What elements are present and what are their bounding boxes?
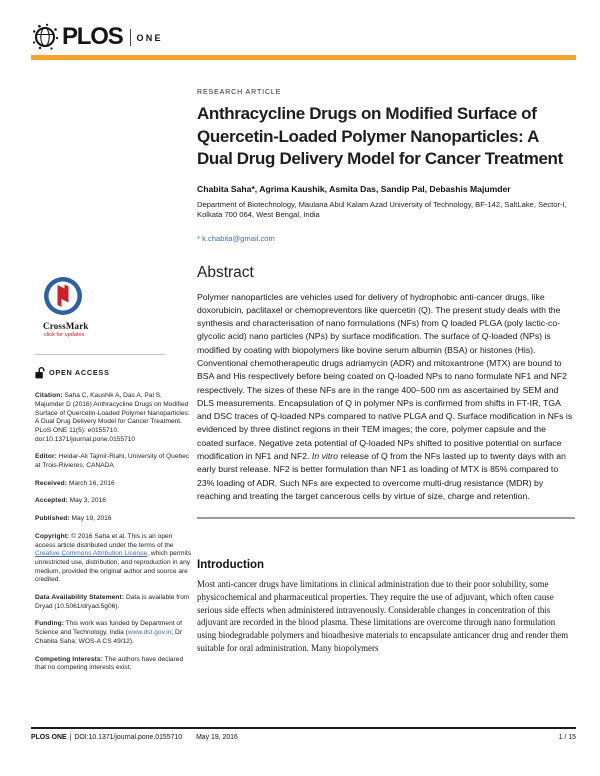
article-main-column bbox=[197, 89, 576, 654]
plos-masthead bbox=[31, 23, 163, 51]
editor-text: Heidar-Ali Tajmir-Riahi, University of Quebec at Trois-Rivieres, CANADA bbox=[35, 453, 190, 470]
copyright-text-pre: © 2016 Saha et al. This is an open access article distributed under the terms of the bbox=[35, 532, 174, 549]
journal-name: ONE bbox=[136, 33, 163, 43]
introduction-paragraph: Most anti-cancer drugs have limitations in clinical administration due to their poor solubility, some physicochemical and pharmaceutical properties. They require the use of adjuvant, which often cause serious side effects when administered intravenously. Considerable changes in concentration of this adjuvant are recorded in the blood plasma. These limitations are overcome through nano formulation using biodegradable polymers and bioadhesive materials to encapsulate anticancer drug and render them suitable for oral administration. Many biopolymers bbox=[197, 579, 569, 653]
author-list: Chabita Saha*, Agrima Kaushik, Asmita Das, Sandip Pal, Debashis Majumder bbox=[197, 183, 511, 194]
page-footer bbox=[31, 734, 576, 741]
competing-interests-block bbox=[35, 656, 192, 673]
abstract-divider bbox=[197, 517, 575, 519]
page-number: 1 / 15 bbox=[558, 734, 576, 741]
data-availability-block bbox=[35, 594, 192, 611]
copyright-text-post: , which permits unrestricted use, distribution, and reproduction in any medium, provided the original author and source are credited. bbox=[35, 550, 192, 584]
funding-text-post: ; Dr Chabita Saha; WOS-A CS 49/12). bbox=[35, 629, 182, 645]
abstract-text-2: release of Q from the NFs lasted up to twenty days with an early burst release. NF2 is better formulation than NF1 as loading of MTX is 85% compared to 23% loading of ADR. Such NFs are expected to overcome multi-drug resistance (MDR) by reaching and treating the target cancerous cells by virtue of size, charge and retention. bbox=[197, 451, 566, 501]
accepted-block bbox=[35, 497, 192, 506]
plos-globe-icon bbox=[31, 23, 59, 51]
introduction-heading: Introduction bbox=[197, 559, 265, 572]
published-date: May 19, 2016 bbox=[71, 515, 112, 523]
footer-date: May 19, 2016 bbox=[196, 734, 238, 741]
copyright-block bbox=[35, 533, 192, 585]
citation-text: Saha C, Kaushik A, Das A, Pal S, Majumder D (2016) Anthracycline Drugs on Modified Surface of Quercetin-Loaded Polymer Nanoparticles: A Dual Drug Delivery Model for Cancer Treatment. PLoS ONE 11(5): e0155710. doi:10.1371/journal.pone.0155710 bbox=[35, 392, 190, 443]
competing-interests-text: The authors have declared that no competing interests exist. bbox=[35, 655, 184, 672]
funding-label: Funding: bbox=[35, 620, 64, 628]
cc-license-link[interactable]: Creative Commons Attribution License bbox=[35, 550, 148, 558]
masthead-divider bbox=[130, 29, 131, 46]
abstract-text-1: Polymer nanoparticles are vehicles used for delivery of hydrophobic anti-cancer drugs, like doxorubicin, paclitaxel or chemopreventors like quercetin (Q). The present study deals with the synthesis and characterisation of nano formulations (NFs) from Q loaded PLGA (poly lactic-co-glycolic acid) nano particles (NPs) by surface modification. The surface of Q-loaded (NPs) is modified by coating with biopolymers like bovine serum albumin (BSA) or histones (His). Conventional chemotherapeutic drugs adriamycin (ADR) and mitoxantrone (MTX) are bound to BSA and His respectively before being coated on Q-loaded NPs to nano formulate NF1 and NF2 respectively. The sizes of these NFs are in the range 400–500 nm as ascertained by SEM and DLS measurements. Encapsulation of Q in polymer NPs is confirmed from shifts in FT-IR, TGA and DSC traces of Q-loaded NPs compared to native PLGA and Q. Surface modification in NFs is evidenced by three distinct regions in their TEM images; the core, polymer capsule and the coated surface. Negative zeta potential of Q-loaded NPs shifted to positive potential on surface modification in NF1 and NF2. bbox=[197, 291, 573, 462]
received-label: Received: bbox=[35, 479, 68, 487]
published-label: Published: bbox=[35, 515, 70, 523]
copyright-label: Copyright: bbox=[35, 532, 70, 540]
citation-block bbox=[35, 392, 192, 444]
open-access-row bbox=[35, 367, 192, 379]
received-block bbox=[35, 480, 192, 489]
corresponding-email-row bbox=[197, 234, 576, 243]
article-type-kicker: RESEARCH ARTICLE bbox=[197, 89, 282, 96]
funding-block bbox=[35, 620, 192, 646]
funding-text-pre: This work was funded by Department of Science and Technology, India ( bbox=[35, 620, 182, 637]
footer-separator: | bbox=[69, 734, 72, 741]
accent-bar bbox=[31, 55, 576, 60]
funder-url-link[interactable]: www.dst.gov.in bbox=[127, 629, 172, 637]
footer-doi: DOI:10.1371/journal.pone.0155710 bbox=[74, 734, 183, 741]
plos-wordmark: PLOS bbox=[62, 23, 123, 50]
crossmark-badge[interactable] bbox=[35, 276, 192, 340]
crossmark-label[interactable]: CrossMark bbox=[43, 320, 89, 331]
data-availability-text: Data is available from Dryad (10.5061/dryad.5g06). bbox=[35, 594, 190, 610]
abstract-paragraph bbox=[197, 291, 574, 504]
abstract-heading: Abstract bbox=[197, 263, 254, 281]
open-lock-icon bbox=[35, 367, 45, 379]
sidebar-divider bbox=[35, 354, 165, 355]
article-title: Anthracycline Drugs on Modified Surface of Quercetin-Loaded Polymer Nanoparticles: A Dual Drug Delivery Model for Cancer Treatment bbox=[197, 104, 563, 168]
crossmark-sublabel[interactable]: click for updates bbox=[44, 332, 85, 339]
editor-label: Editor: bbox=[35, 453, 57, 461]
editor-block bbox=[35, 453, 192, 470]
footer-journal: PLOS ONE bbox=[31, 734, 67, 741]
corresponding-email-link[interactable]: * k.chabita@gmail.com bbox=[197, 233, 275, 243]
data-availability-label: Data Availability Statement: bbox=[35, 594, 125, 602]
abstract-italic-phrase: In vitro bbox=[311, 451, 338, 462]
article-meta-sidebar bbox=[35, 276, 192, 682]
published-block bbox=[35, 515, 192, 524]
author-affiliation: Department of Biotechnology, Maulana Abul Kalam Azad University of Technology, BF-142, SaltLake, Sector-I, Kolkata 700 064, West Bengal, India bbox=[197, 199, 567, 219]
open-access-label: OPEN ACCESS bbox=[49, 367, 110, 377]
footer-rule bbox=[31, 727, 576, 729]
received-date: March 16, 2016 bbox=[68, 479, 115, 487]
citation-label: Citation: bbox=[35, 392, 63, 400]
competing-interests-label: Competing Interests: bbox=[35, 655, 103, 663]
accepted-date: May 3, 2016 bbox=[69, 497, 106, 505]
accepted-label: Accepted: bbox=[35, 497, 68, 505]
crossmark-logo-icon[interactable] bbox=[43, 276, 83, 316]
